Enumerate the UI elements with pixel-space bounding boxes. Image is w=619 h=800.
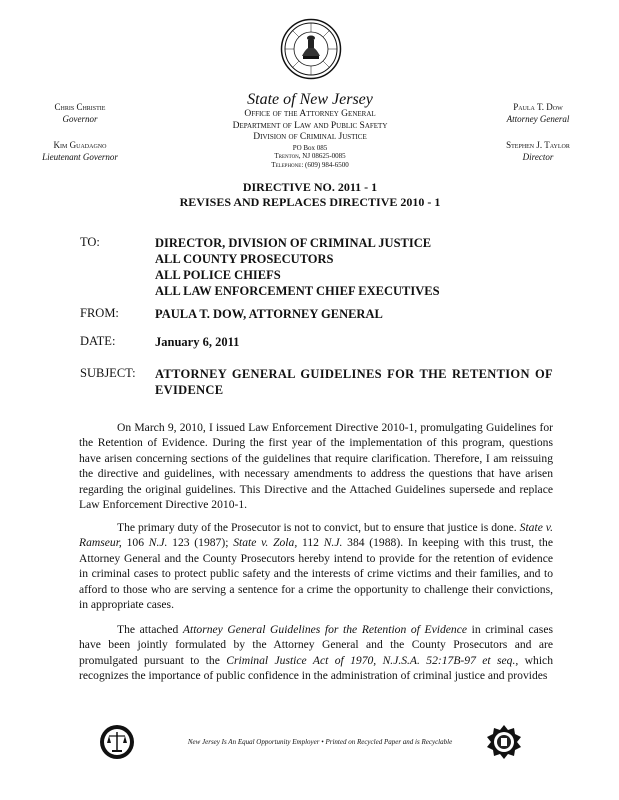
p3-act-citation: Criminal Justice Act of 1970, N.J.S.A. 52:17B-97 et seq., [226,653,519,667]
to-label: TO: [80,235,100,249]
attorney-general-block [478,101,598,163]
lt-governor-title: Lieutenant Governor [42,152,118,162]
p2-case-zola: State v. Zola, [233,536,298,550]
state-police-badge-icon [486,724,522,760]
to-recipients [155,235,440,299]
division-name: Division of Criminal Justice [253,132,367,142]
p3-guidelines-title: Attorney General Guidelines for the Retention of Evidence [182,623,467,636]
date-label: DATE: [80,334,116,348]
director-name: Stephen J. Taylor [506,140,570,150]
p2-text-e: 384 (1988). In keeping with this trust, the Attorney General and the County Prosecutors hereby intend to provide for the retention of evidence in criminal cases to protect public safety and the interests of crime victims and their families, and to afford to those who are serving a sentence for a crime the opportunity to challenge their convictions, in appropriate cases. [79,536,553,612]
p3-text-b: in criminal cases have been jointly formulated by the Attorney General and the County Prosecutors and are promulgated pursuant to the [79,623,553,667]
p2-text-d: 112 [301,536,319,550]
ag-name: Paula T. Dow [513,102,563,112]
letterhead [200,91,420,169]
p2-text-b: 106 [126,536,144,550]
paragraph-3 [79,622,553,684]
to-line: DIRECTOR, DIVISION OF CRIMINAL JUSTICE [155,236,432,250]
from-value: PAULA T. DOW, ATTORNEY GENERAL [155,307,383,321]
date-value: January 6, 2011 [155,335,240,349]
department-name: Department of Law and Public Safety [232,120,388,131]
p2-text-a: The primary duty of the Prosecutor is not to convict, but to ensure that justice is done. [117,521,517,534]
p2-nj-2: N.J. [323,536,343,550]
p3-text-c: which recognizes the importance of public confidence in the administration of criminal justice and provides [79,653,553,683]
subject-label: SUBJECT: [80,366,136,380]
paragraph-1 [79,420,553,512]
city-address: Trenton, NJ 08625-0085 [274,152,346,160]
state-name: State of New Jersey [247,91,373,108]
subject-value: ATTORNEY GENERAL GUIDELINES FOR THE RETENTION OF EVIDENCE [155,367,553,397]
p2-text-c: 123 (1987); [172,536,229,550]
to-line: ALL POLICE CHIEFS [155,268,281,282]
state-seal-icon [280,18,342,80]
scales-of-justice-seal-icon [99,724,135,760]
po-box: PO Box 085 [292,143,328,152]
paragraph-2 [79,520,553,612]
to-line: ALL LAW ENFORCEMENT CHIEF EXECUTIVES [155,284,440,298]
footer-note: New Jersey Is An Equal Opportunity Employer • Printed on Recycled Paper and is Recyclable [187,738,453,746]
directive-number: DIRECTIVE NO. 2011 - 1 [242,180,378,194]
governor-title: Governor [62,114,98,124]
ag-title: Attorney General [506,114,570,124]
to-line: ALL COUNTY PROSECUTORS [155,252,334,266]
governor-block [20,101,140,163]
directive-revises: REVISES AND REPLACES DIRECTIVE 2010 - 1 [179,195,441,209]
paragraph-1-text: On March 9, 2010, I issued Law Enforcement Directive 2010-1, promulgating Guidelines for the Retention of Evidence. During the first year of the implementation of this program, questions have arisen concerning sections of the guidelines that require clarification. Therefore, I am reissuing the directive and guidelines, with necessary amendments to address the questions that have arisen regarding the original guidelines. This Directive and the Attached Guidelines supersede and replace Law Enforcement Directive 2010-1. [79,421,553,512]
p2-nj-1: N.J. [148,536,168,550]
directive-heading [100,180,520,210]
p2-case-ramseur: State v. Ramseur, [79,521,553,550]
from-label: FROM: [80,306,119,320]
telephone: Telephone: (609) 984-6500 [271,160,349,169]
governor-name: Chris Christie [54,102,106,112]
office-name: Office of the Attorney General [244,109,376,119]
p3-text-a: The attached [117,623,179,636]
director-title: Director [522,152,554,162]
lt-governor-name: Kim Guadagno [53,140,107,150]
